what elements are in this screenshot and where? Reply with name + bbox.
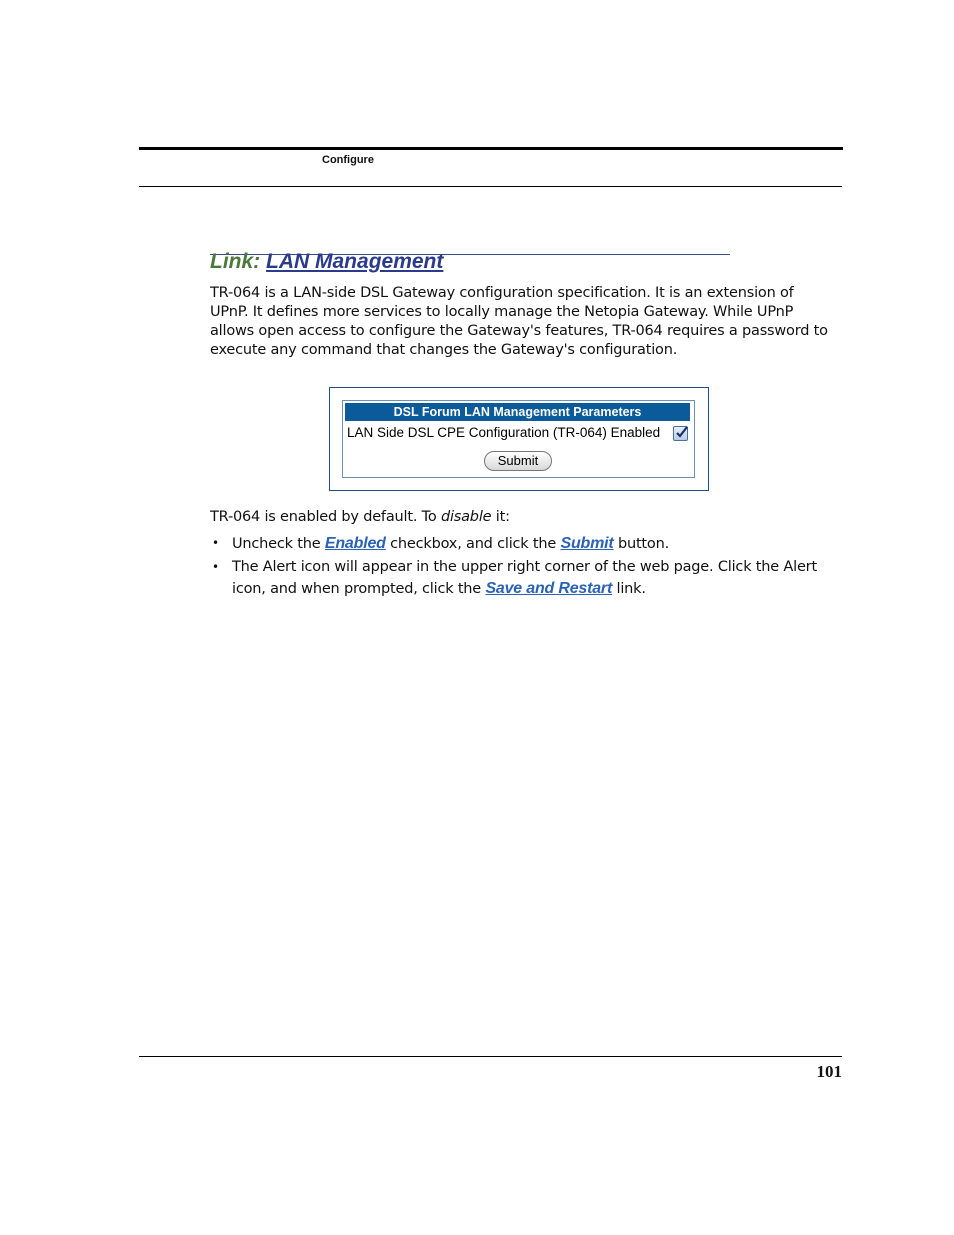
submit-link[interactable]: Submit bbox=[560, 535, 614, 552]
submit-button[interactable]: Submit bbox=[484, 451, 552, 471]
footer-rule bbox=[139, 1056, 842, 1057]
form-header: DSL Forum LAN Management Parameters bbox=[345, 403, 690, 421]
title-prefix: Link: bbox=[210, 250, 261, 273]
list-item: • Uncheck the Enabled checkbox, and click the Submit button. bbox=[212, 535, 669, 552]
running-header: Configure bbox=[322, 154, 374, 166]
title-link[interactable]: LAN Management bbox=[266, 250, 444, 273]
tr064-label: LAN Side DSL CPE Configuration (TR-064) Enabled bbox=[347, 425, 661, 440]
checkmark-icon bbox=[674, 425, 689, 440]
instruction-list bbox=[210, 533, 835, 602]
intro-paragraph: TR-064 is a LAN-side DSL Gateway configuration specification. It is an extension of UPnP. It defines more services to locally manage the Netopia Gateway. While UPnP allows open access to configure the Gateway's features, TR-064 requires a password to execute any command that changes the Gateway's configuration. bbox=[210, 285, 828, 358]
enabled-link[interactable]: Enabled bbox=[324, 535, 386, 552]
header-rule bbox=[139, 147, 843, 150]
page-title bbox=[210, 250, 443, 274]
tr064-enabled-checkbox[interactable] bbox=[673, 426, 688, 441]
bullet-icon: • bbox=[212, 536, 219, 550]
header-divider bbox=[139, 186, 842, 187]
screenshot-panel bbox=[329, 387, 709, 491]
instruction-paragraph: TR-064 is enabled by default. To disable it: bbox=[210, 509, 510, 525]
lan-management-form bbox=[342, 400, 695, 478]
page-number: 101 bbox=[816, 1062, 842, 1081]
save-and-restart-link[interactable]: Save and Restart bbox=[485, 580, 613, 597]
emphasis-disable: disable bbox=[440, 509, 492, 525]
bullet-icon: • bbox=[212, 560, 219, 574]
list-item: • The Alert icon will appear in the upper right corner of the web page. Click the Alert icon, and when prompted, click the Save and Restart link. bbox=[212, 559, 817, 597]
